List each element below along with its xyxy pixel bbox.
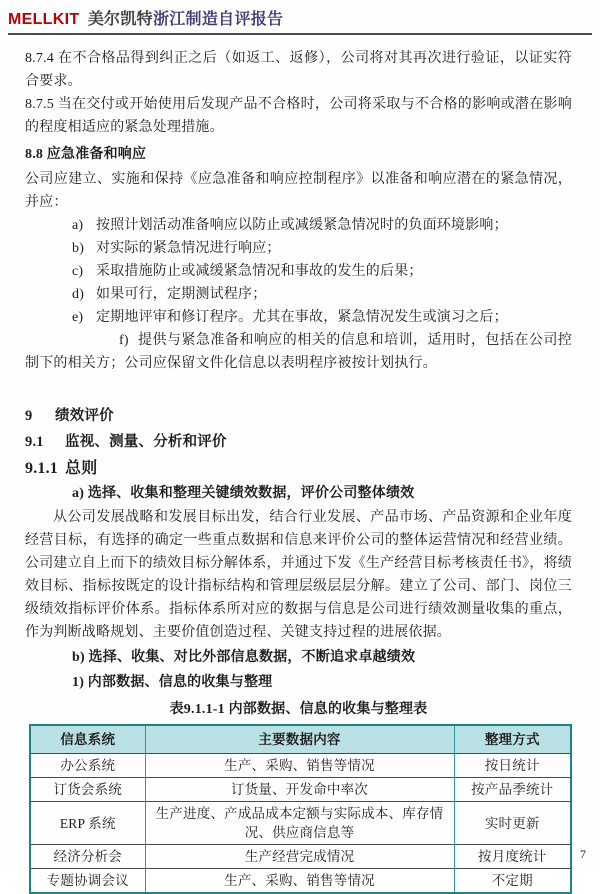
table-cell: 按月度统计: [454, 845, 571, 869]
paragraph-8-7-5: 8.7.5 当在交付或开始使用后发现产品不合格时，公司将采取与不合格的影响或潜在影响的程度相适应的紧急处理措施。: [25, 97, 572, 135]
table-cell: 办公系统: [30, 754, 145, 778]
table-cell: 经济分析会: [30, 845, 145, 869]
report-title: 浙江制造自评报告: [152, 11, 284, 28]
list-item-text: 按照计划活动准备响应以防止或减缓紧急情况时的负面环境影响；: [96, 218, 508, 233]
list-item-label: d): [72, 287, 85, 302]
table-cell: 按产品季统计: [454, 778, 571, 802]
list-item-text: 如果可行，定期测试程序；: [96, 287, 267, 302]
table-cell: 生产经营完成情况: [145, 845, 454, 869]
list-item-label: c): [72, 264, 84, 279]
table-row: [30, 802, 571, 845]
table-row: [30, 845, 571, 869]
table-cell: 生产进度、产成品成本定额与实际成本、库存情况、供应商信息等: [145, 802, 454, 845]
heading-9-1-1: [25, 457, 572, 480]
table-caption: 表9.1.1-1 内部数据、信息的收集与整理表: [169, 702, 428, 717]
heading-number: 9: [25, 408, 33, 424]
list-item-text: 提供与紧急准备和响应的相关的信息和培训，适用时，包括在公司控制下的相关方；公司应保留文件化信息以表明程序被按计划执行。: [25, 333, 572, 371]
list-item-d: [72, 283, 572, 306]
table-cell: 按日统计: [454, 754, 571, 778]
table-cell: 订货量、开发命中率次: [145, 778, 454, 802]
table-row: [30, 754, 571, 778]
table-header-row: [30, 725, 571, 754]
table-cell: 生产、采购、销售等情况: [145, 754, 454, 778]
table-row: [30, 778, 571, 802]
list-item-label: f): [119, 333, 129, 348]
list-item-label: b): [72, 241, 85, 256]
heading-text: 绩效评价: [55, 408, 114, 424]
list-item-text: 对实际的紧急情况进行响应；: [96, 241, 281, 256]
table-cell: 生产、采购、销售等情况: [145, 869, 454, 894]
subitem-a-heading: a) 选择、收集和整理关键绩效数据，评价公司整体绩效: [72, 486, 415, 501]
table-cell: 不定期: [454, 869, 571, 894]
paragraph-performance: 从公司发展战略和发展目标出发，结合行业发展、产品市场、产品资源和企业年度经营目标，有选择的确定一些重点数据和信息来评价公司的整体运营情况和经营业绩。公司建立自上而下的绩效目标分解体系，并通过下发《生产经营目标考核责任书》，将绩效目标、指标按既定的设计指标结构和管理层级层层分解。建立了公司、部门、岗位三级绩效指标评价体系。指标体系所对应的数据与信息是公司进行绩效测量收集的重点，作为判断战略规划、主要价值创造过程、关键支持过程的进展依据。: [25, 510, 572, 640]
list-item-a: [72, 214, 572, 237]
report-page: [0, 6, 600, 888]
table-cell: 专题协调会议: [30, 869, 145, 894]
table-cell: 订货会系统: [30, 778, 145, 802]
table-header-cell: 主要数据内容: [145, 725, 454, 754]
heading-text: 监视、测量、分析和评价: [65, 434, 227, 450]
subitem-1-heading: 1) 内部数据、信息的收集与整理: [72, 675, 273, 690]
data-collection-table: [29, 724, 572, 894]
list-item-label: e): [72, 310, 84, 325]
table-cell: ERP 系统: [30, 802, 145, 845]
document-body: [25, 47, 572, 894]
list-item-e: [72, 306, 572, 329]
heading-text: 总则: [65, 460, 98, 477]
heading-number: 9.1: [25, 434, 44, 450]
heading-9-1: [25, 431, 572, 454]
page-number: 7: [580, 847, 586, 861]
table-cell: 实时更新: [454, 802, 571, 845]
heading-8-8: 8.8 应急准备和响应: [25, 147, 147, 162]
list-item-text: 采取措施防止或减缓紧急情况和事故的发生的后果；: [96, 264, 423, 279]
heading-9: [25, 405, 572, 428]
table-row: [30, 869, 571, 894]
subitem-b-heading: b) 选择、收集、对比外部信息数据，不断追求卓越绩效: [72, 650, 416, 665]
list-item-text: 定期地评审和修订程序。尤其在事故，紧急情况发生或演习之后；: [96, 310, 508, 325]
list-item-b: [72, 237, 572, 260]
list-item-label: a): [72, 218, 84, 233]
paragraph-8-7-4: 8.7.4 在不合格品得到纠正之后（如返工、返修），公司将对其再次进行验证，以证实符合要求。: [25, 51, 572, 89]
paragraph-8-8-intro: 公司应建立、实施和保持《应急准备和响应控制程序》以准备和响应潜在的紧急情况，并应：: [25, 172, 572, 210]
company-name: 美尔凯特: [87, 11, 153, 28]
table-header-cell: 整理方式: [454, 725, 571, 754]
list-item-f: [25, 329, 572, 375]
brand-logo-text: MELLKIT: [8, 11, 80, 28]
list-item-c: [72, 260, 572, 283]
table-header-cell: 信息系统: [30, 725, 145, 754]
heading-number: 9.1.1: [25, 460, 58, 477]
page-header: [8, 6, 592, 35]
